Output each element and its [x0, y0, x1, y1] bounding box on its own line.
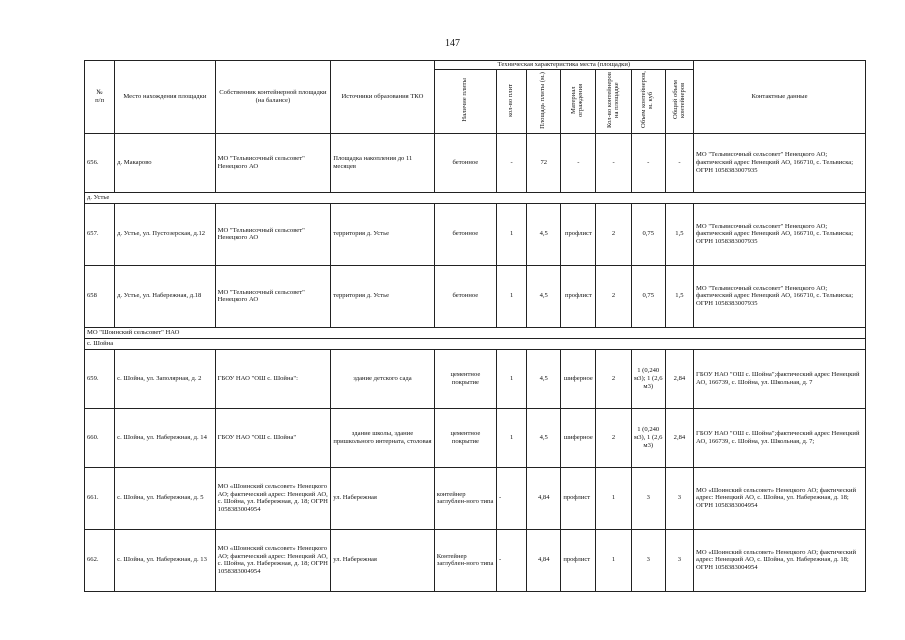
row-owner: МО «Шоинский сельсовет» Ненецкого АО; фактический адрес: Ненецкий АО, с. Шойна, ул. Набережная, д. 18; ОГРН 1058383004954 — [215, 467, 331, 529]
row-volume: 1 (0,240 м3), 1 (2,6 м3) — [631, 408, 665, 467]
row-contacts: МО «Шоинский сельсовет» Ненецкого АО; фактический адрес: Ненецкий АО, с. Шойна, ул. Набережная, д. 18; ОГРН 1058383004954 — [694, 529, 866, 591]
row-plates: - — [497, 529, 527, 591]
header-total: Общий объем контейнеров — [665, 70, 693, 134]
row-contacts: МО "Тельвисочный сельсовет" Ненецкого АО; фактический адрес Ненецкий АО, 166710, с. Тельвиска; ОГРН 1058383007935 — [694, 133, 866, 192]
row-fence: профлист — [561, 467, 596, 529]
header-area: Площадь плиты (м.) — [527, 70, 561, 134]
register-table — [84, 60, 866, 592]
row-total: 3 — [665, 467, 693, 529]
row-area: 4,5 — [527, 349, 561, 408]
row-area: 4,5 — [527, 408, 561, 467]
row-total: - — [665, 133, 693, 192]
row-base: бетонное — [434, 265, 496, 327]
table-row — [85, 133, 866, 192]
row-fence: - — [561, 133, 596, 192]
row-base: контейнер заглублен-ного типа — [434, 467, 496, 529]
row-base: бетонное — [434, 203, 496, 265]
row-place: с. Шойна, ул. Заполярная, д. 2 — [115, 349, 216, 408]
row-sources: ул. Набережная — [331, 529, 435, 591]
row-contacts: МО «Шоинский сельсовет» Ненецкого АО; фактический адрес: Ненецкий АО, с. Шойна, ул. Набережная, д. 18; ОГРН 1058383004954 — [694, 467, 866, 529]
table-body — [85, 133, 866, 591]
row-total: 1,5 — [665, 265, 693, 327]
row-base: Контейнер заглублен-ного типа — [434, 529, 496, 591]
table-row — [85, 408, 866, 467]
section-row — [85, 327, 866, 338]
row-base: бетонное — [434, 133, 496, 192]
row-area: 4,5 — [527, 265, 561, 327]
row-num: 660. — [85, 408, 115, 467]
row-containers: 2 — [596, 408, 631, 467]
row-fence: шиферное — [561, 408, 596, 467]
row-volume: 0,75 — [631, 203, 665, 265]
row-place: с. Шойна, ул. Набережная, д. 5 — [115, 467, 216, 529]
row-contacts: МО "Тельвисочный сельсовет" Ненецкого АО; фактический адрес Ненецкий АО, 166710, с. Тельвиска; ОГРН 1058383007935 — [694, 265, 866, 327]
row-area: 4,5 — [527, 203, 561, 265]
row-place: с. Шойна, ул. Набережная, д. 14 — [115, 408, 216, 467]
row-contacts: ГБОУ НАО "ОШ с. Шойна";фактический адрес Ненецкий АО, 166739, с. Шойна, ул. Школьная, д. 7; — [694, 408, 866, 467]
row-base: цементное покрытие — [434, 349, 496, 408]
row-total: 2,84 — [665, 408, 693, 467]
row-plates: 1 — [497, 349, 527, 408]
section-title: д. Устье — [85, 192, 866, 203]
header-fence: Материал ограждения — [561, 70, 596, 134]
row-containers: 2 — [596, 349, 631, 408]
row-containers: 2 — [596, 203, 631, 265]
row-area: 4,84 — [527, 529, 561, 591]
row-sources: ул. Набережная — [331, 467, 435, 529]
row-base: цементное покрытие — [434, 408, 496, 467]
row-num: 656. — [85, 133, 115, 192]
row-contacts: ГБОУ НАО "ОШ с. Шойна";фактический адрес Ненецкий АО, 166739, с. Шойна, ул. Школьная, д. 7 — [694, 349, 866, 408]
row-sources: здание детского сада — [331, 349, 435, 408]
section-row — [85, 338, 866, 349]
row-plates: - — [497, 467, 527, 529]
row-owner: МО «Шоинский сельсовет» Ненецкого АО; фактический адрес: Ненецкий АО, с. Шойна, ул. Набережная, д. 18; ОГРН 1058383004954 — [215, 529, 331, 591]
row-volume: - — [631, 133, 665, 192]
table-row — [85, 529, 866, 591]
row-fence: профлист — [561, 529, 596, 591]
row-plates: 1 — [497, 408, 527, 467]
table-row — [85, 349, 866, 408]
row-num: 659. — [85, 349, 115, 408]
row-place: д. Макарово — [115, 133, 216, 192]
header-containers: Кол-во контейнеров на площадке — [596, 70, 631, 134]
row-volume: 1 (0,240 м3); 1 (2,6 м3) — [631, 349, 665, 408]
row-containers: 2 — [596, 265, 631, 327]
row-plates: 1 — [497, 265, 527, 327]
header-num: № п/п — [85, 61, 115, 134]
row-num: 658 — [85, 265, 115, 327]
row-area: 72 — [527, 133, 561, 192]
row-total: 1,5 — [665, 203, 693, 265]
row-owner: МО "Тельвисочный сельсовет" Ненецкого АО — [215, 133, 331, 192]
row-fence: профлист — [561, 265, 596, 327]
row-area: 4,84 — [527, 467, 561, 529]
row-sources: территория д. Устье — [331, 265, 435, 327]
header-volume: Объем контейнеров, м. куб — [631, 70, 665, 134]
header-owner: Собственник контейнерной площадки (на балансе) — [215, 61, 331, 134]
row-containers: 1 — [596, 467, 631, 529]
row-place: д. Устье, ул. Пустозерская, д.12 — [115, 203, 216, 265]
row-owner: ГБОУ НАО "ОШ с. Шойна" — [215, 408, 331, 467]
page-number: 147 — [445, 38, 460, 49]
table-row — [85, 467, 866, 529]
header-row — [85, 61, 866, 70]
section-row — [85, 192, 866, 203]
header-contacts: Контактные данные — [694, 61, 866, 134]
row-fence: профлист — [561, 203, 596, 265]
table-row — [85, 203, 866, 265]
row-owner: МО "Тельвисочный сельсовет" Ненецкого АО — [215, 203, 331, 265]
row-volume: 0,75 — [631, 265, 665, 327]
row-containers: 1 — [596, 529, 631, 591]
row-sources: Площадка накопления до 11 месяцев — [331, 133, 435, 192]
row-num: 661. — [85, 467, 115, 529]
row-plates: 1 — [497, 203, 527, 265]
row-plates: - — [497, 133, 527, 192]
row-total: 3 — [665, 529, 693, 591]
table-row — [85, 265, 866, 327]
row-volume: 3 — [631, 467, 665, 529]
row-contacts: МО "Тельвисочный сельсовет" Ненецкого АО; фактический адрес Ненецкий АО, 166710, с. Тельвиска; ОГРН 1058383007935 — [694, 203, 866, 265]
row-sources: здание школы, здание пришкольного интерната, столовая — [331, 408, 435, 467]
row-total: 2,84 — [665, 349, 693, 408]
row-volume: 3 — [631, 529, 665, 591]
section-title: МО "Шоинский сельсовет" НАО — [85, 327, 866, 338]
row-sources: территория д. Устье — [331, 203, 435, 265]
row-containers: - — [596, 133, 631, 192]
header-plates: кол-во плит — [497, 70, 527, 134]
header-place: Место нахождения площадки — [115, 61, 216, 134]
row-place: с. Шойна, ул. Набережная, д. 13 — [115, 529, 216, 591]
row-num: 657. — [85, 203, 115, 265]
row-fence: шиферное — [561, 349, 596, 408]
header-base: Наличие плиты — [434, 70, 496, 134]
section-title: с. Шойна — [85, 338, 866, 349]
header-sources: Источники образования ТКО — [331, 61, 435, 134]
header-tech: Техническая характеристика места (площадки) — [434, 61, 693, 70]
row-place: д. Устье, ул. Набережная, д.18 — [115, 265, 216, 327]
row-owner: ГБОУ НАО "ОШ с. Шойна": — [215, 349, 331, 408]
row-num: 662. — [85, 529, 115, 591]
row-owner: МО "Тельвисочный сельсовет" Ненецкого АО — [215, 265, 331, 327]
